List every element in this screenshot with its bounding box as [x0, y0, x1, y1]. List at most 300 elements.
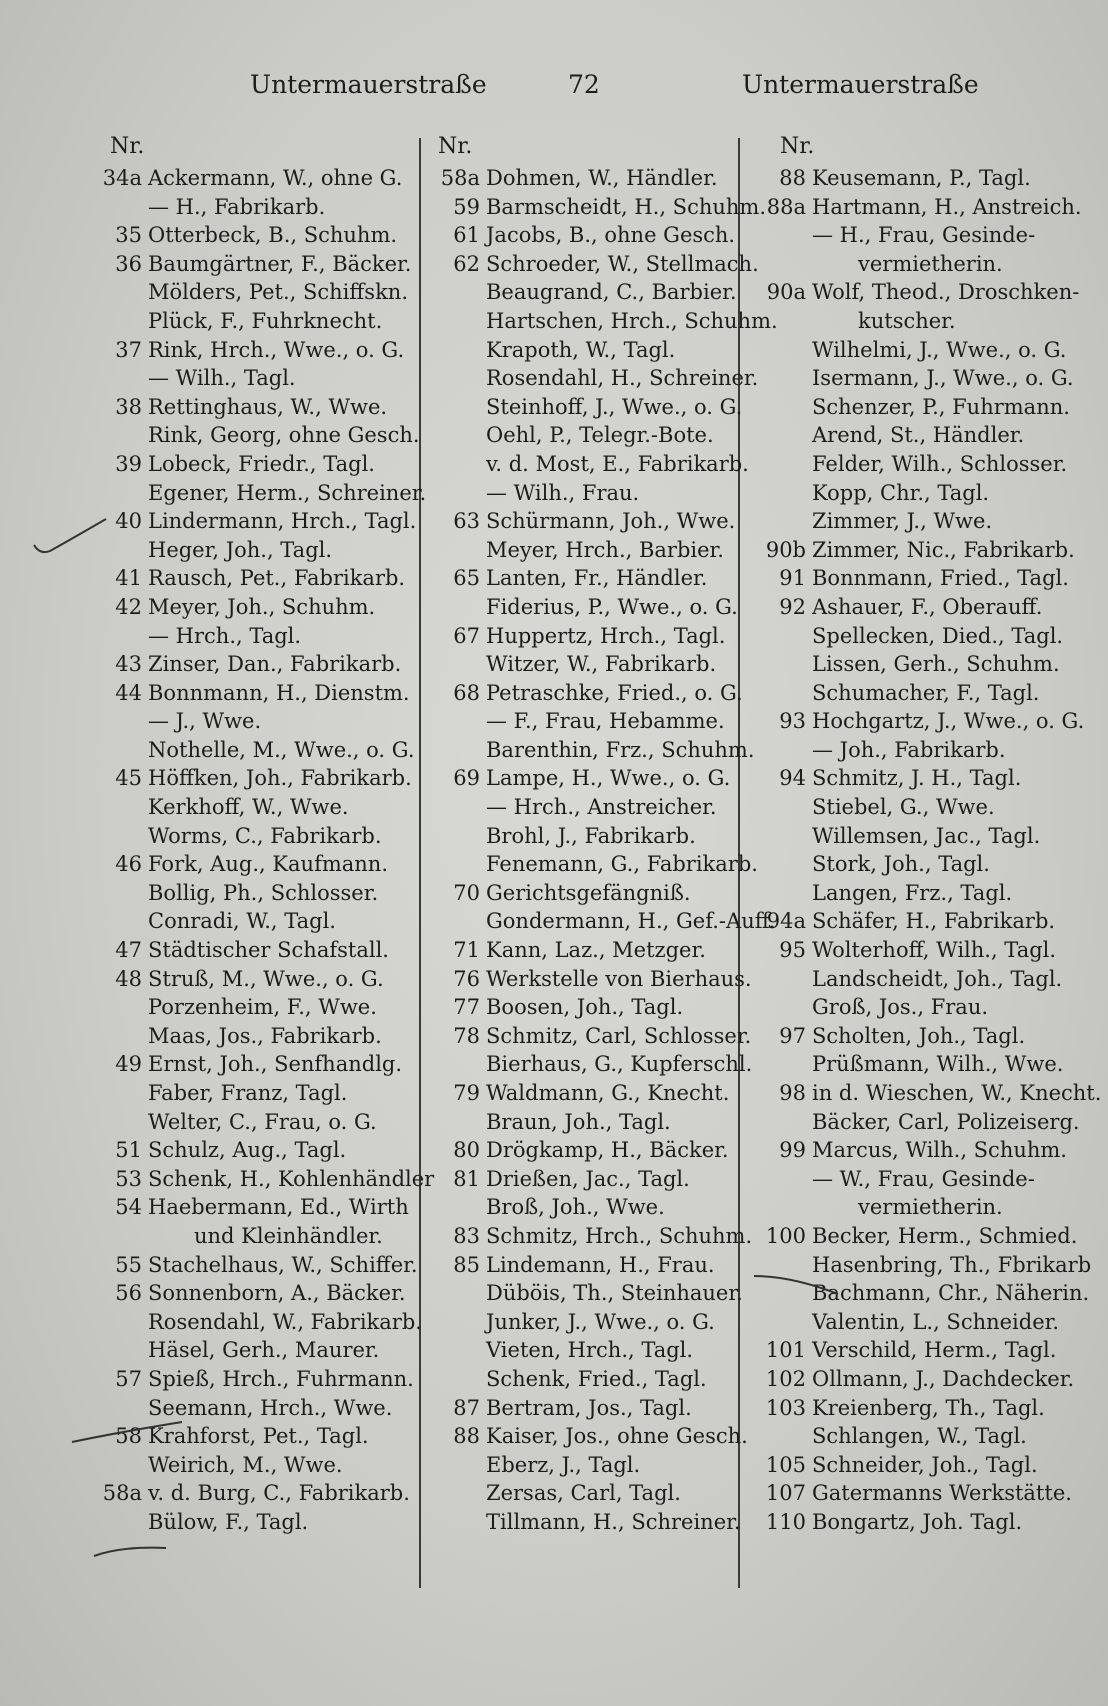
resident-text: Rink, Hrch., Wwe., o. G.: [148, 337, 405, 362]
directory-entry: [438, 193, 766, 222]
house-number: [748, 850, 812, 879]
resident-text: Schenk, H., Kohlenhändler: [148, 1166, 435, 1191]
directory-entry: [100, 307, 415, 336]
column-2: [438, 132, 778, 1537]
resident-text: Kerkhoff, W., Wwe.: [148, 795, 349, 820]
house-number: 97: [779, 1023, 806, 1048]
resident-text: Prüßmann, Wilh., Wwe.: [812, 1052, 1064, 1077]
resident-text: Steinhoff, J., Wwe., o. G.: [486, 394, 743, 419]
house-number: 47: [115, 938, 142, 963]
directory-entry: [748, 421, 1088, 450]
resident-text: Gatermanns Werkstätte.: [812, 1481, 1072, 1506]
house-number: [748, 250, 812, 279]
house-number: [748, 965, 812, 994]
resident-text: Petraschke, Fried., o. G.: [486, 680, 743, 705]
resident-text: Isermann, J., Wwe., o. G.: [812, 366, 1074, 391]
column-1: [100, 132, 435, 1537]
house-number: 99: [779, 1138, 806, 1163]
house-number: 46: [115, 852, 142, 877]
resident-text: vermietherin.: [858, 1195, 1003, 1220]
directory-entry: [748, 850, 1088, 879]
directory-entry: [438, 1479, 738, 1508]
directory-entry: [100, 1022, 415, 1051]
house-number: [100, 193, 148, 222]
directory-entry: [748, 1422, 1088, 1451]
resident-text: Schürmann, Joh., Wwe.: [486, 509, 736, 534]
house-number: 85: [453, 1252, 480, 1277]
directory-entry: [100, 1508, 415, 1537]
resident-text: Bonnmann, H., Dienstm.: [148, 680, 410, 705]
resident-text: Zimmer, Nic., Fabrikarb.: [812, 537, 1075, 562]
directory-entry: [100, 736, 415, 765]
resident-text: Häsel, Gerh., Maurer.: [148, 1338, 380, 1363]
directory-entry: [100, 536, 415, 565]
house-number: [100, 1451, 148, 1480]
resident-text: Wolf, Theod., Droschken-: [812, 280, 1080, 305]
house-number: 105: [765, 1452, 806, 1477]
directory-entry: [100, 1251, 418, 1280]
resident-text: Lissen, Gerh., Schuhm.: [812, 652, 1060, 677]
directory-entry: [100, 479, 427, 508]
directory-entry: [748, 564, 1088, 593]
directory-entry: [438, 593, 738, 622]
directory-entry: [748, 679, 1088, 708]
directory-entry: [748, 479, 1088, 508]
house-number: 34a: [102, 166, 142, 190]
directory-entry: [100, 1479, 415, 1508]
column-nr-label: Nr.: [780, 134, 815, 159]
house-number: [100, 364, 148, 393]
resident-text: Stachelhaus, W., Schiffer.: [148, 1252, 418, 1277]
resident-text: Landscheidt, Joh., Tagl.: [812, 966, 1063, 991]
house-number: 48: [115, 966, 142, 991]
house-number: [100, 1508, 148, 1537]
resident-text: Lindermann, Hrch., Tagl.: [148, 509, 417, 534]
house-number: 69: [453, 766, 480, 791]
directory-entry: [438, 679, 743, 708]
resident-text: Bülow, F., Tagl.: [148, 1509, 309, 1534]
resident-text: Groß, Jos., Frau.: [812, 995, 989, 1020]
resident-text: — Hrch., Anstreicher.: [486, 795, 717, 820]
resident-text: vermietherin.: [858, 251, 1003, 276]
directory-entry: [438, 421, 738, 450]
pencil-mark-57: [70, 1418, 190, 1448]
resident-text: und Kleinhändler.: [194, 1223, 383, 1248]
pencil-mark-100: [752, 1270, 842, 1300]
house-number: 83: [453, 1223, 480, 1248]
column-divider-1: [419, 138, 421, 1588]
resident-text: Boosen, Joh., Tagl.: [486, 995, 684, 1020]
resident-text: Huppertz, Hrch., Tagl.: [486, 623, 726, 648]
resident-text: Braun, Joh., Tagl.: [486, 1109, 671, 1134]
house-number: [100, 1336, 148, 1365]
directory-entry: [748, 193, 1088, 222]
directory-entry: [748, 736, 1088, 765]
house-number: 58a: [102, 1481, 142, 1506]
house-number: 54: [115, 1195, 142, 1220]
directory-entry: [748, 1050, 1088, 1079]
house-number: [438, 793, 486, 822]
directory-entry: [748, 507, 1088, 536]
resident-text: Hartschen, Hrch., Schuhm.: [486, 308, 778, 333]
house-number: 39: [115, 451, 142, 476]
house-number: [100, 479, 148, 508]
resident-text: Wilhelmi, J., Wwe., o. G.: [812, 337, 1067, 362]
directory-entry: [438, 965, 752, 994]
house-number: [748, 650, 812, 679]
house-number: [748, 793, 812, 822]
resident-text: kutscher.: [858, 308, 956, 333]
resident-text: Dohmen, W., Händler.: [486, 166, 718, 190]
house-number: 80: [453, 1138, 480, 1163]
directory-entry: [100, 1451, 415, 1480]
house-number: [748, 364, 812, 393]
directory-entry: [100, 250, 415, 279]
house-number: [100, 707, 148, 736]
house-number: [100, 1108, 148, 1137]
directory-entry: [100, 1079, 415, 1108]
house-number: 77: [453, 995, 480, 1020]
directory-entry: [100, 850, 415, 879]
resident-text: Zinser, Dan., Fabrikarb.: [148, 652, 402, 677]
directory-entry: [438, 622, 738, 651]
house-number: 110: [765, 1509, 806, 1534]
directory-entry: [100, 622, 415, 651]
directory-entry: [748, 1336, 1088, 1365]
directory-entry: [438, 164, 738, 193]
resident-text: Plück, F., Fuhrknecht.: [148, 308, 383, 333]
directory-entry: [438, 307, 778, 336]
resident-text: Heger, Joh., Tagl.: [148, 537, 333, 562]
directory-entry: [100, 907, 415, 936]
house-number: [438, 822, 486, 851]
directory-entry: [748, 307, 1088, 336]
house-number: [748, 622, 812, 651]
house-number: 88: [779, 166, 806, 190]
directory-entry: [438, 793, 738, 822]
directory-entry: [100, 336, 415, 365]
house-number: [100, 1022, 148, 1051]
directory-entry: [438, 564, 738, 593]
directory-entry: [748, 1136, 1088, 1165]
resident-text: Felder, Wilh., Schlosser.: [812, 451, 1068, 476]
house-number: 58a: [440, 166, 480, 190]
directory-entry: [438, 707, 738, 736]
house-number: [748, 1108, 812, 1137]
resident-text: Meyer, Hrch., Barbier.: [486, 537, 724, 562]
resident-text: Jacobs, B., ohne Gesch.: [486, 223, 736, 248]
house-number: [100, 1222, 148, 1251]
directory-entry: [100, 564, 415, 593]
resident-text: Schroeder, W., Stellmach.: [486, 251, 759, 276]
directory-entry: [100, 1165, 435, 1194]
directory-entry: [748, 879, 1088, 908]
directory-entry: [438, 879, 738, 908]
directory-entry: [438, 1365, 738, 1394]
resident-text: Düböis, Th., Steinhauer.: [486, 1281, 743, 1306]
entry-list: [438, 164, 778, 1537]
house-number: [438, 536, 486, 565]
house-number: 87: [453, 1395, 480, 1420]
directory-entry: [748, 593, 1088, 622]
resident-text: Hochgartz, J., Wwe., o. G.: [812, 709, 1085, 734]
resident-text: Rosendahl, W., Fabrikarb.: [148, 1309, 422, 1334]
directory-entry: [438, 1279, 743, 1308]
directory-entry: [438, 1136, 738, 1165]
directory-entry: [438, 736, 755, 765]
pencil-mark-58a: [92, 1536, 172, 1560]
directory-entry: [100, 450, 415, 479]
directory-entry: [748, 907, 1088, 936]
resident-text: Becker, Herm., Schmied.: [812, 1223, 1078, 1248]
house-number: [438, 1279, 486, 1308]
house-number: [438, 1479, 486, 1508]
directory-entry: [438, 1165, 738, 1194]
resident-text: Lanten, Fr., Händler.: [486, 566, 708, 591]
resident-text: Zersas, Carl, Tagl.: [486, 1481, 681, 1506]
directory-entry: [748, 707, 1088, 736]
resident-text: Kann, Laz., Metzger.: [486, 938, 706, 963]
house-number: 91: [779, 566, 806, 591]
resident-text: Schlangen, W., Tagl.: [812, 1424, 1027, 1449]
directory-entry: [748, 336, 1088, 365]
resident-text: Rink, Georg, ohne Gesch.: [148, 423, 420, 448]
house-number: [438, 1365, 486, 1394]
resident-text: Schmitz, J. H., Tagl.: [812, 766, 1022, 791]
directory-entry: [438, 221, 738, 250]
resident-text: Drögkamp, H., Bäcker.: [486, 1138, 729, 1163]
directory-entry: [100, 193, 415, 222]
resident-text: Bäcker, Carl, Polizeiserg.: [812, 1109, 1080, 1134]
directory-entry: [748, 1108, 1088, 1137]
resident-text: Haebermann, Ed., Wirth: [148, 1195, 409, 1220]
directory-entry: [748, 1365, 1088, 1394]
directory-entry: [438, 650, 738, 679]
house-number: 90a: [766, 280, 806, 305]
directory-entry: [748, 1479, 1088, 1508]
house-number: 107: [765, 1481, 806, 1506]
directory-entry: [748, 1022, 1088, 1051]
resident-text: — F., Frau, Hebamme.: [486, 709, 725, 734]
resident-text: — H., Fabrikarb.: [148, 194, 326, 219]
resident-text: Arend, St., Händler.: [812, 423, 1025, 448]
directory-entry: [438, 1108, 738, 1137]
resident-text: — Hrch., Tagl.: [148, 623, 302, 648]
resident-text: Stork, Joh., Tagl.: [812, 852, 990, 877]
resident-text: Brohl, J., Fabrikarb.: [486, 823, 696, 848]
house-number: [438, 278, 486, 307]
resident-text: Sonnenborn, A., Bäcker.: [148, 1281, 406, 1306]
house-number: [438, 421, 486, 450]
house-number: [748, 1193, 812, 1222]
resident-text: Vieten, Hrch., Tagl.: [486, 1338, 694, 1363]
resident-text: Ernst, Joh., Senfhandlg.: [148, 1052, 403, 1077]
resident-text: Fork, Aug., Kaufmann.: [148, 852, 389, 877]
resident-text: Keusemann, P., Tagl.: [812, 166, 1031, 190]
directory-entry: [100, 221, 415, 250]
resident-text: Waldmann, G., Knecht.: [486, 1081, 730, 1105]
directory-entry: [748, 364, 1088, 393]
directory-entry: [748, 1222, 1088, 1251]
resident-text: Lindemann, H., Frau.: [486, 1252, 715, 1277]
resident-text: Lampe, H., Wwe., o. G.: [486, 766, 731, 791]
entry-list: [100, 164, 435, 1537]
house-number: [100, 879, 148, 908]
directory-entry: [748, 993, 1088, 1022]
directory-entry: [748, 1394, 1088, 1423]
house-number: [438, 1050, 486, 1079]
resident-text: Kopp, Chr., Tagl.: [812, 480, 990, 505]
directory-entry: [748, 622, 1088, 651]
resident-text: Hartmann, H., Anstreich.: [812, 194, 1082, 219]
resident-text: Langen, Frz., Tagl.: [812, 880, 1013, 905]
house-number: 59: [453, 194, 480, 219]
house-number: 100: [765, 1223, 806, 1248]
house-number: [100, 822, 148, 851]
page-header: [0, 70, 1108, 110]
resident-text: — J., Wwe.: [148, 709, 262, 734]
resident-text: Broß, Joh., Wwe.: [486, 1195, 665, 1220]
column-nr-label: Nr.: [110, 134, 145, 159]
directory-entry: [748, 450, 1088, 479]
directory-entry: [748, 278, 1088, 307]
directory-entry: [100, 1279, 415, 1308]
house-number: [748, 393, 812, 422]
directory-entry: [100, 278, 415, 307]
house-number: [100, 622, 148, 651]
house-number: [438, 1508, 486, 1537]
directory-entry: [100, 1108, 415, 1137]
resident-text: Eberz, J., Tagl.: [486, 1452, 641, 1477]
house-number: 45: [115, 766, 142, 791]
directory-entry: [438, 1451, 738, 1480]
resident-text: Bollig, Ph., Schlosser.: [148, 880, 379, 905]
directory-entry: [100, 393, 415, 422]
directory-entry: [100, 650, 415, 679]
house-number: [748, 479, 812, 508]
directory-entry: [438, 1251, 738, 1280]
resident-text: Stiebel, G., Wwe.: [812, 795, 995, 820]
house-number: 55: [115, 1252, 142, 1277]
house-number: 62: [453, 251, 480, 276]
house-number: 78: [453, 1023, 480, 1048]
house-number: [438, 707, 486, 736]
resident-text: Otterbeck, B., Schuhm.: [148, 223, 398, 248]
resident-text: Egener, Herm., Schreiner.: [148, 480, 427, 505]
directory-entry: [438, 822, 738, 851]
house-number: [438, 1451, 486, 1480]
resident-text: Krapoth, W., Tagl.: [486, 337, 676, 362]
house-number: 67: [453, 623, 480, 648]
resident-text: Gerichtsgefängniß.: [486, 880, 691, 905]
house-number: [748, 879, 812, 908]
house-number: [748, 822, 812, 851]
directory-entry: [100, 879, 415, 908]
house-number: [100, 736, 148, 765]
house-number: 98: [779, 1081, 806, 1105]
house-number: 63: [453, 509, 480, 534]
resident-text: Lobeck, Friedr., Tagl.: [148, 451, 375, 476]
resident-text: Nothelle, M., Wwe., o. G.: [148, 737, 415, 762]
house-number: [748, 221, 812, 250]
house-number: [438, 336, 486, 365]
resident-text: Junker, J., Wwe., o. G.: [486, 1309, 715, 1334]
resident-text: Krahforst, Pet., Tagl.: [148, 1424, 369, 1449]
pencil-checkmark: [30, 515, 110, 560]
resident-text: Tillmann, H., Schreiner.: [486, 1509, 741, 1534]
directory-entry: [100, 593, 415, 622]
directory-entry: [438, 250, 759, 279]
house-number: [438, 364, 486, 393]
directory-entry: [438, 1308, 738, 1337]
house-number: [438, 1108, 486, 1137]
directory-entry: [100, 1308, 422, 1337]
directory-entry: [100, 679, 415, 708]
directory-entry: [438, 450, 749, 479]
directory-entry: [438, 536, 738, 565]
house-number: [100, 278, 148, 307]
house-number: [748, 1422, 812, 1451]
directory-entry: [748, 936, 1088, 965]
directory-entry: [748, 536, 1088, 565]
directory-entry: [100, 793, 415, 822]
directory-entry: [100, 1365, 415, 1394]
resident-text: Werkstelle von Bierhaus.: [486, 966, 752, 991]
resident-text: — Wilh., Frau.: [486, 480, 640, 505]
resident-text: Worms, C., Fabrikarb.: [148, 823, 382, 848]
house-number: [438, 1336, 486, 1365]
resident-text: Weirich, M., Wwe.: [148, 1452, 343, 1477]
resident-text: — Wilh., Tagl.: [148, 366, 296, 391]
column-3: [748, 132, 1102, 1537]
house-number: 61: [453, 223, 480, 248]
resident-text: Beaugrand, C., Barbier.: [486, 280, 737, 305]
resident-text: Rettinghaus, W., Wwe.: [148, 394, 388, 419]
directory-entry: [438, 936, 738, 965]
directory-entry: [748, 1508, 1088, 1537]
directory-entry: [438, 1422, 748, 1451]
house-number: [438, 736, 486, 765]
directory-entry: [748, 1079, 1102, 1108]
resident-text: in d. Wieschen, W., Knecht.: [812, 1081, 1102, 1105]
directory-entry: [438, 278, 738, 307]
directory-entry: [438, 1508, 741, 1537]
directory-entry: [438, 907, 776, 936]
directory-entry: [438, 1394, 738, 1423]
directory-entry: [438, 1193, 738, 1222]
directory-entry: [438, 993, 738, 1022]
resident-text: Mölders, Pet., Schiffskn.: [148, 280, 408, 305]
directory-entry: [748, 393, 1088, 422]
house-number: 103: [765, 1395, 806, 1420]
resident-text: Ollmann, J., Dachdecker.: [812, 1366, 1075, 1391]
resident-text: Hasenbring, Th., Fbrikarb: [812, 1252, 1092, 1277]
house-number: [100, 907, 148, 936]
resident-text: Willemsen, Jac., Tagl.: [812, 823, 1041, 848]
resident-text: — W., Frau, Gesinde-: [812, 1166, 1035, 1191]
header-street-right: Untermauerstraße: [742, 70, 979, 99]
house-number: 56: [115, 1281, 142, 1306]
house-number: [748, 507, 812, 536]
directory-entry: [100, 164, 415, 193]
resident-text: Bonnmann, Fried., Tagl.: [812, 566, 1069, 591]
house-number: [748, 450, 812, 479]
directory-entry: [438, 336, 738, 365]
house-number: [748, 336, 812, 365]
house-number: [100, 1079, 148, 1108]
house-number: 76: [453, 966, 480, 991]
resident-text: Barmscheidt, H., Schuhm.: [486, 194, 766, 219]
